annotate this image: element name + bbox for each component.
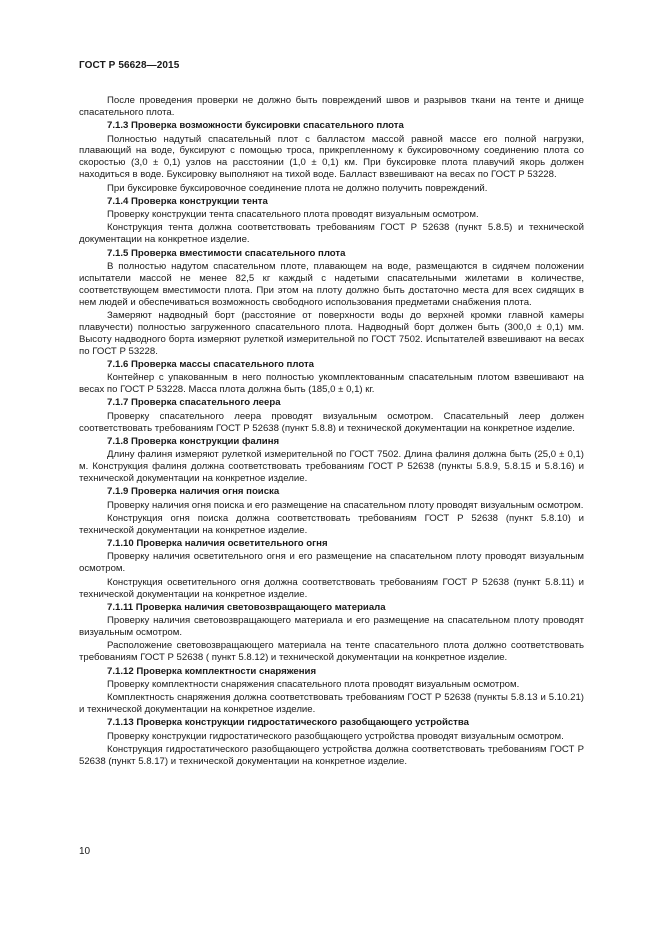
paragraph: Проверку конструкции тента спасательного плота проводят визуальным осмотром. (107, 209, 479, 221)
paragraph: Полностью надутый спасательный плот с балластом массой равной массе его полной нагрузки, плавающий на воде, буксируют с помощью троса, прикрепленному к буксировочному соединению плота со скоростью (3,0 ± 0,1) узлов на расстоянии (1,0 ± 0,1) км. При буксировке плота плавучий якорь должен находиться в воде. Буксировку выполняют на тихой воде. Балласт взвешивают на весах по ГОСТ Р 53228. (79, 133, 584, 181)
section-heading: 7.1.3 Проверка возможности буксировки спасательного плота (107, 120, 404, 132)
paragraph: Конструкция тента должна соответствовать требованиям ГОСТ Р 52638 (пункт 5.8.5) и технической документации на конкретное изделие. (79, 222, 584, 246)
paragraph: Длину фалиня измеряют рулеткой измерительной по ГОСТ 7502. Длина фалиня должна быть (25,0 ± 0,1) м. Конструкция фалиня должна соответствовать требованиям ГОСТ Р 52638 (пункты 5.8.9, 5.8.15 и 5.8.16) и технической документации на конкретное изделие. (79, 449, 584, 485)
standard-designation: ГОСТ Р 56628—2015 (79, 60, 180, 71)
paragraph: Проверку наличия осветительного огня и его размещение на спасательном плоту проводят визуальным осмотром. (79, 551, 584, 575)
paragraph: Проверку комплектности снаряжения спасательного плота проводят визуальным осмотром. (107, 678, 520, 690)
paragraph: Конструкция гидростатического разобщающего устройства должна соответствовать требованиям ГОСТ Р 52638 (пункт 5.8.17) и технической документации на конкретное изделие. (79, 743, 584, 767)
section-heading: 7.1.8 Проверка конструкции фалиня (107, 435, 280, 447)
section-heading: 7.1.6 Проверка массы спасательного плота (107, 358, 314, 370)
section-heading: 7.1.9 Проверка наличия огня поиска (107, 486, 280, 498)
section-heading: 7.1.11 Проверка наличия световозвращающего материала (107, 601, 386, 613)
section-heading: 7.1.7 Проверка спасательного леера (107, 397, 281, 409)
paragraph: При буксировке буксировочное соединение плота не должно получить повреждений. (107, 182, 488, 194)
paragraph: Проверку конструкции гидростатического разобщающего устройства проводят визуальным осмотром. (107, 730, 564, 742)
paragraph: Конструкция огня поиска должна соответствовать требованиям ГОСТ Р 52638 (пункт 5.8.10) и технической документации на конкретное изделие. (79, 512, 584, 536)
paragraph: Замеряют надводный борт (расстояние от поверхности воды до верхней кромки главной камеры плавучести) полностью загруженного спасательного плота. Надводный борт должен быть (300,0 ± 0,1) мм. Высоту надводного борта измеряют рулеткой измерительной по ГОСТ 7502. Испытателей взвешивают на весах по ГОСТ Р 53228. (79, 309, 584, 357)
paragraph: После проведения проверки не должно быть повреждений швов и разрывов ткани на тенте и днище спасательного плота. (79, 95, 584, 118)
paragraph: В полностью надутом спасательном плоте, плавающем на воде, размещаются в сидячем положении испытатели массой не менее 82,5 кг каждый с надетыми спасательными жилетами в количестве, соответствующем вместимости плота. При этом на плоту должно быть достаточно места для всех сидящих в нем людей и обеспечиваться возможность свободного использования предметами снабжения плота. (79, 260, 584, 308)
section-heading: 7.1.4 Проверка конструкции тента (107, 195, 268, 207)
paragraph: Контейнер с упакованным в него полностью укомплектованным спасательным плотом взвешивают на весах по ГОСТ Р 53228. Масса плота должна быть (185,0 ± 0,1) кг. (79, 372, 584, 396)
paragraph: Проверку наличия огня поиска и его размещение на спасательном плоту проводят визуальным осмотром. (107, 499, 584, 511)
section-heading: 7.1.5 Проверка вместимости спасательного плота (107, 247, 346, 259)
paragraph: Конструкция осветительного огня должна соответствовать требованиям ГОСТ Р 52638 (пункт 5.8.11) и технической документации на конкретное изделие. (79, 576, 584, 600)
paragraph: Комплектность снаряжения должна соответствовать требованиям ГОСТ Р 52638 (пункты 5.8.13 и 5.10.21) и технической документации на конкретное изделие. (79, 692, 584, 716)
paragraph: Проверку наличия световозвращающего материала и его размещение на спасательном плоту проводят визуальным осмотром. (79, 615, 584, 639)
section-heading: 7.1.10 Проверка наличия осветительного огня (107, 538, 328, 550)
page-number: 10 (79, 846, 91, 857)
paragraph: Проверку спасательного леера проводят визуальным осмотром. Спасательный леер должен соответствовать требованиям ГОСТ Р 52638 (пункт 5.8.8) и технической документации на конкретное изделие. (79, 410, 584, 434)
section-heading: 7.1.12 Проверка комплектности снаряжения (107, 665, 317, 677)
paragraph: Расположение световозвращающего материала на тенте спасательного плота должно соответствовать требованиям ГОСТ Р 52638 ( пункт 5.8.12) и технической документации на конкретное изделие. (79, 640, 584, 664)
section-heading: 7.1.13 Проверка конструкции гидростатического разобщающего устройства (107, 717, 469, 729)
document-body (79, 95, 584, 769)
